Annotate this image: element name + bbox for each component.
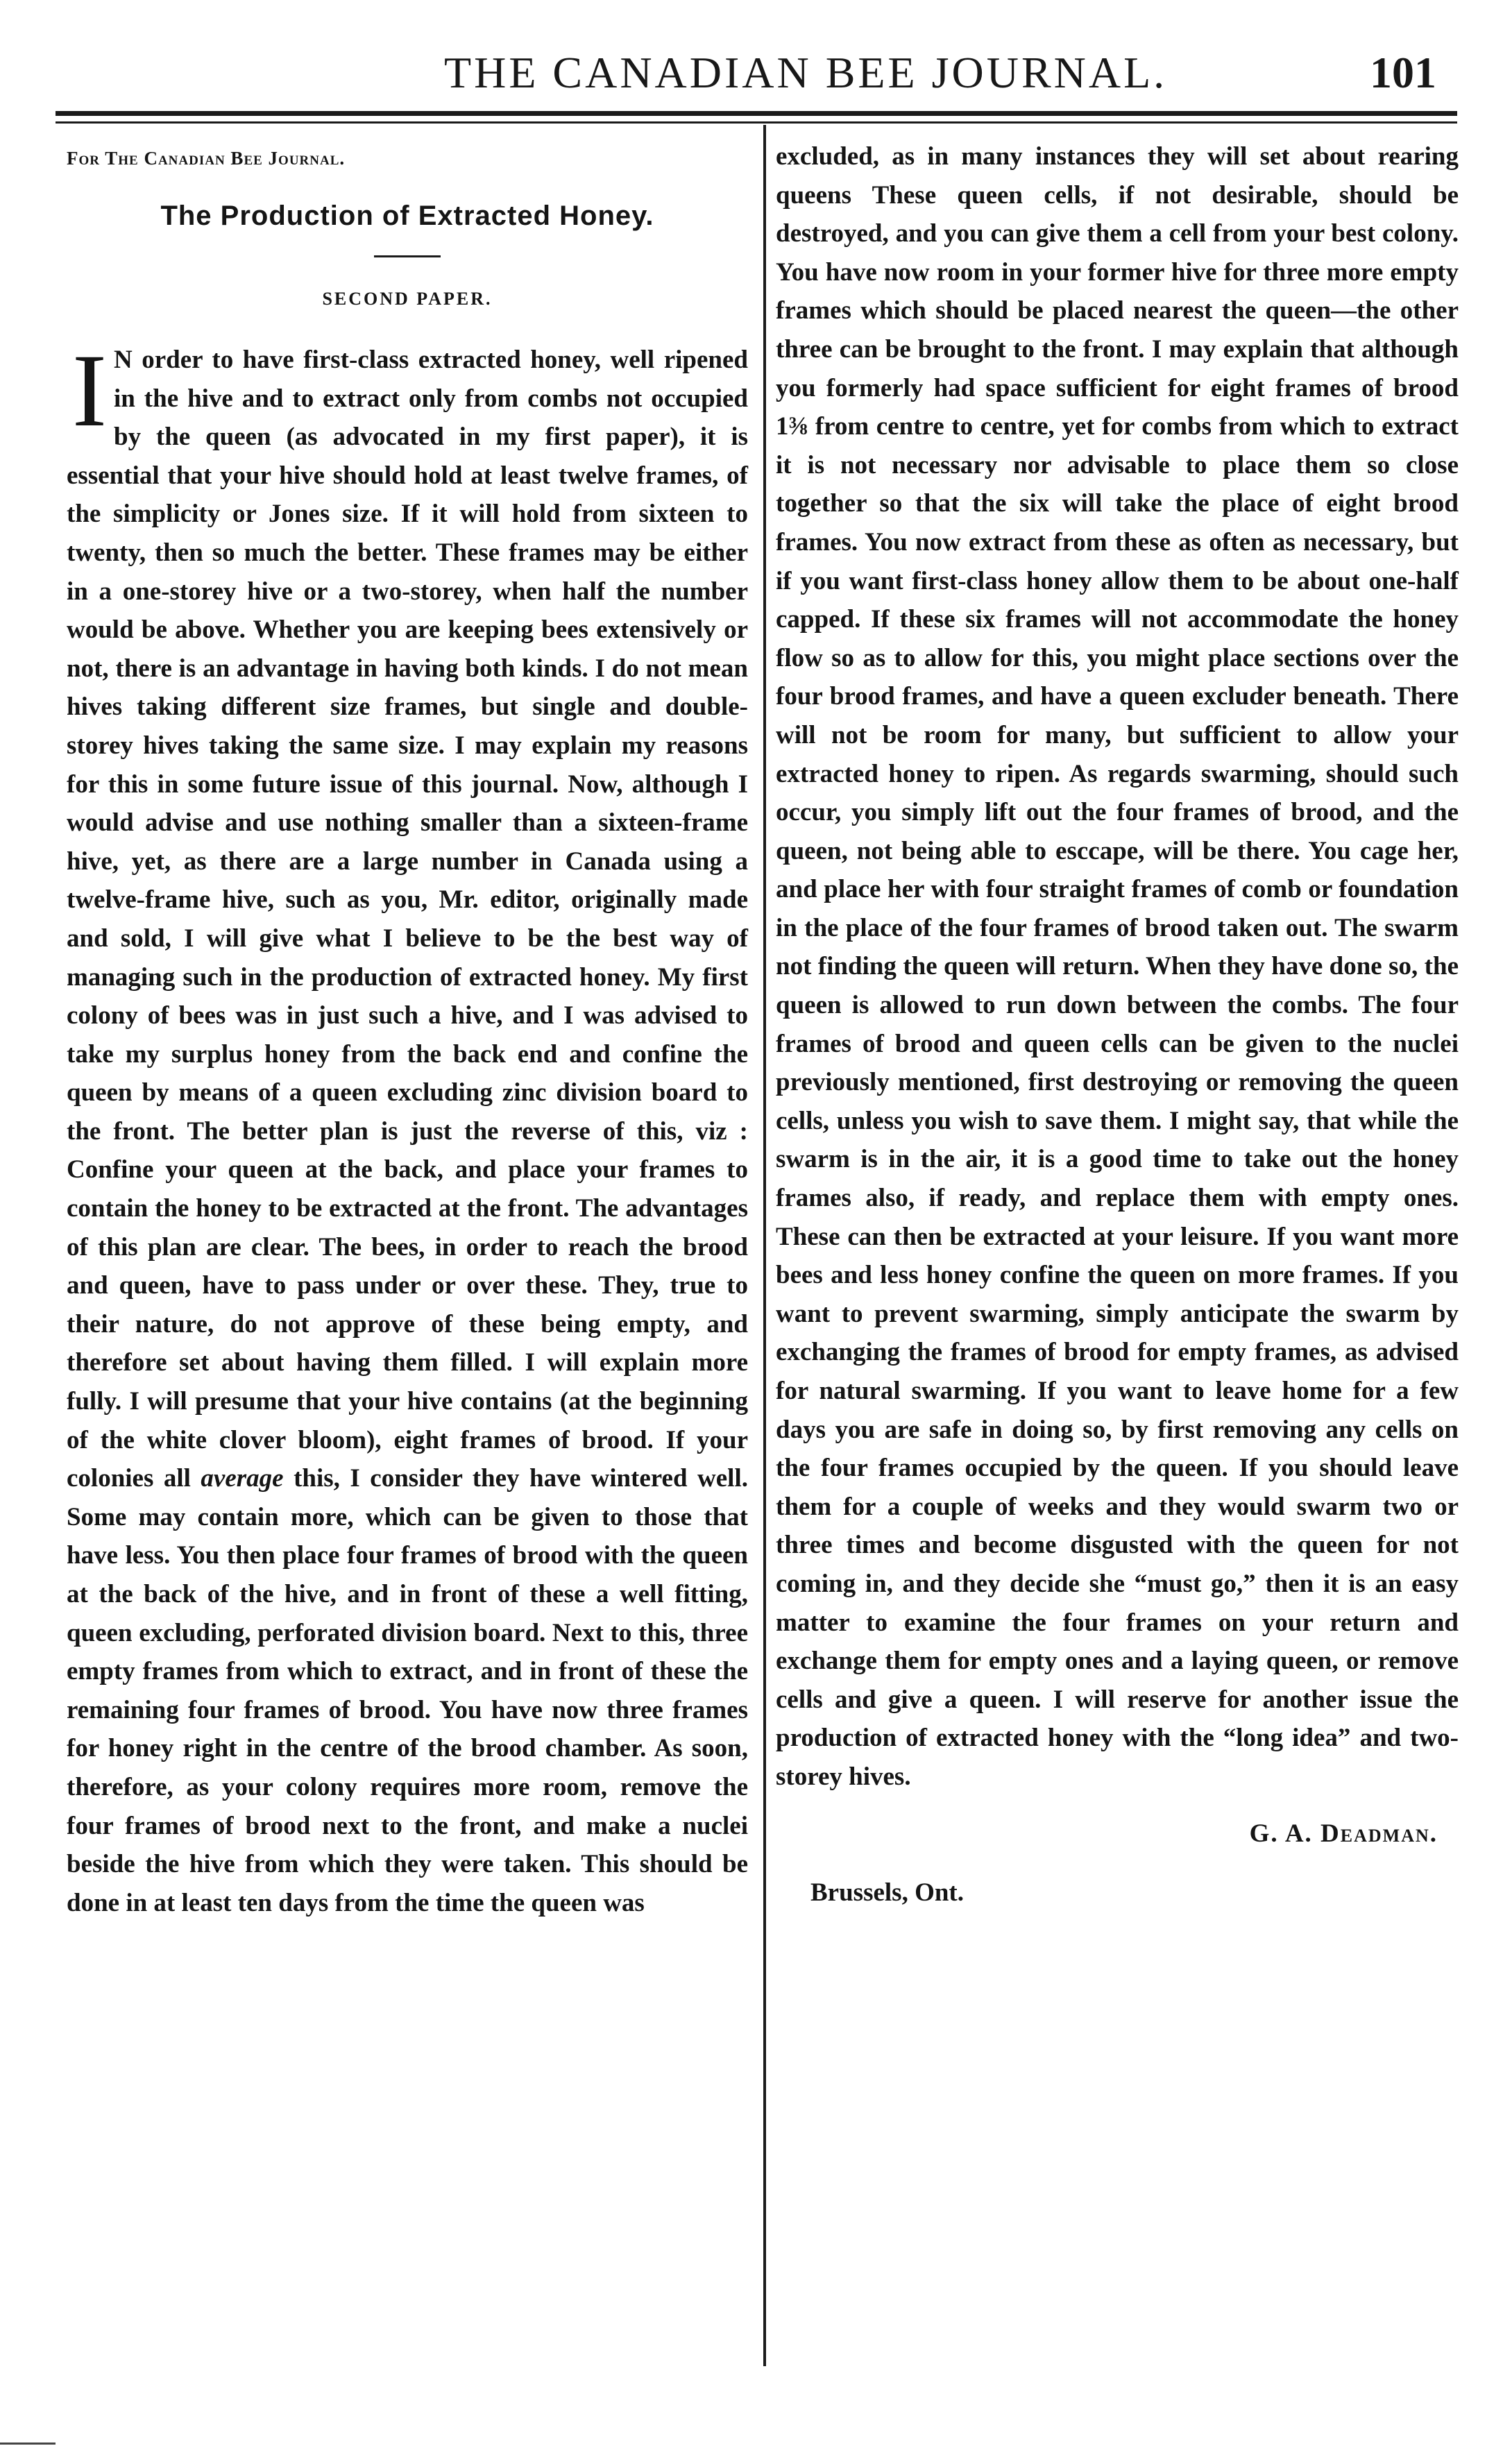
article-body-left	[67, 333, 748, 1922]
left-text-part-2: this, I consider they have wintered well. Some may contain more, which can be given to those that have less. You then place four frames of brood with the queen at the back of the hive, and in front of these a well fitting, queen excluding, perforated division board. Next to this, three empty frames from which to extract, and in front of these the remaining four frames of brood. You have now three frames for honey right in the centre of the brood chamber. As soon, therefore, as your colony requires more room, remove the four frames of brood next to the front, and make a nuclei beside the hive from which they were taken. This should be done in at least ten days from the time the queen was	[67, 1464, 748, 1917]
column-divider	[763, 125, 766, 2366]
left-column	[67, 137, 748, 1922]
author-signature: G. A. Deadman.	[1249, 1819, 1438, 1848]
footer-rule	[0, 2443, 56, 2445]
right-column	[776, 137, 1459, 1912]
running-header	[56, 47, 1471, 110]
page-number: 101	[1370, 48, 1436, 97]
journal-title: THE CANADIAN BEE JOURNAL.	[444, 48, 1168, 97]
drop-cap: I	[72, 333, 107, 448]
title-rule	[374, 255, 441, 257]
article-subtitle: SECOND PAPER.	[322, 289, 493, 309]
left-text-italic: average	[201, 1464, 284, 1493]
header-rule-thin	[56, 121, 1457, 124]
header-rule-thick	[56, 111, 1457, 116]
source-line: For The Canadian Bee Journal.	[67, 148, 346, 169]
author-place: Brussels, Ont.	[810, 1878, 965, 1908]
article-body-right: excluded, as in many instances they will set about rearing queens These queen cells, if not desirable, should be destroyed, and you can give them a cell from your best colony. You have now room in your former hive for three more empty frames which should be placed nearest the queen—the other three can be brought to the front. I may explain that although you formerly had space sufficient for eight frames of brood 1⅜ from centre to centre, yet for combs from which to extract it is not necessary nor advisable to place them so close together so that the six will take the place of eight brood frames. You now extract from these as often as necessary, but if you want first-class honey allow them to be about one-half capped. If these six frames will not accommodate the honey flow so as to allow for this, you might place sections over the four brood frames, and have a queen excluder beneath. There will not be room for many, but sufficient to allow your extracted honey to ripen. As regards swarming, should such occur, you simply lift out the four frames of brood, and the queen, not being able to esccape, will be there. You cage her, and place her with four straight frames of comb or foundation in the place of the four frames of brood taken out. The swarm not finding the queen will return. When they have done so, the queen is allowed to run down between the combs. The four frames of brood and queen cells can be given to the nuclei previously mentioned, first destroying or removing the queen cells, unless you wish to save them. I might say, that while the swarm is in the air, it is a good time to take out the honey frames also, if ready, and replace them with empty ones. These can then be extracted at your leisure. If you want more bees and less honey confine the queen on more frames. If you want to prevent swarming, simply anticipate the swarm by exchanging the frames of brood for empty frames, as advised for natural swarming. If you want to leave home for a few days you are safe in doing so, by first removing any cells on the four frames occupied by the queen. If you should leave them for a couple of weeks and they would swarm two or three times and become disgusted with the queen for not coming in, and they decide she “must go,” then it is an easy matter to examine the four frames on your return and exchange them for empty ones and a laying queen, or remove cells and give a queen. I will reserve for another issue the production of extracted honey with the “long idea” and two-storey hives.	[776, 142, 1459, 1791]
article-title: The Production of Extracted Honey.	[160, 201, 654, 231]
left-text-part-1: N order to have first-class extracted honey, well ripened in the hive and to extract only from combs not occupied by the queen (as advocated in my first paper), it is essential that your hive should hold at least twelve frames, of the simplicity or Jones size. If it will hold from sixteen to twenty, then so much the better. These frames may be either in a one-storey hive or a two-storey, when half the number would be above. Whether you are keeping bees extensively or not, there is an advantage in having both kinds. I do not mean hives taking different size frames, but single and double-storey hives taking the same size. I may explain my reasons for this in some future issue of this journal. Now, although I would advise and use nothing smaller than a sixteen-frame hive, yet, as there are a large number in Canada using a twelve-frame hive, such as you, Mr. editor, originally made and sold, I will give what I believe to be the best way of managing such in the production of extracted honey. My first colony of bees was in just such a hive, and I was advised to take my surplus honey from the back end and confine the queen by means of a queen excluding zinc division board to the front. The better plan is just the reverse of this, viz : Confine your queen at the back, and place your frames to contain the honey to be extracted at the front. The advantages of this plan are clear. The bees, in order to reach the brood and queen, have to pass under or over these. They, true to their nature, do not approve of these being empty, and therefore set about having them filled. I will explain more fully. I will presume that your hive contains (at the beginning of the white clover bloom), eight frames of brood. If your colonies all	[67, 346, 748, 1493]
